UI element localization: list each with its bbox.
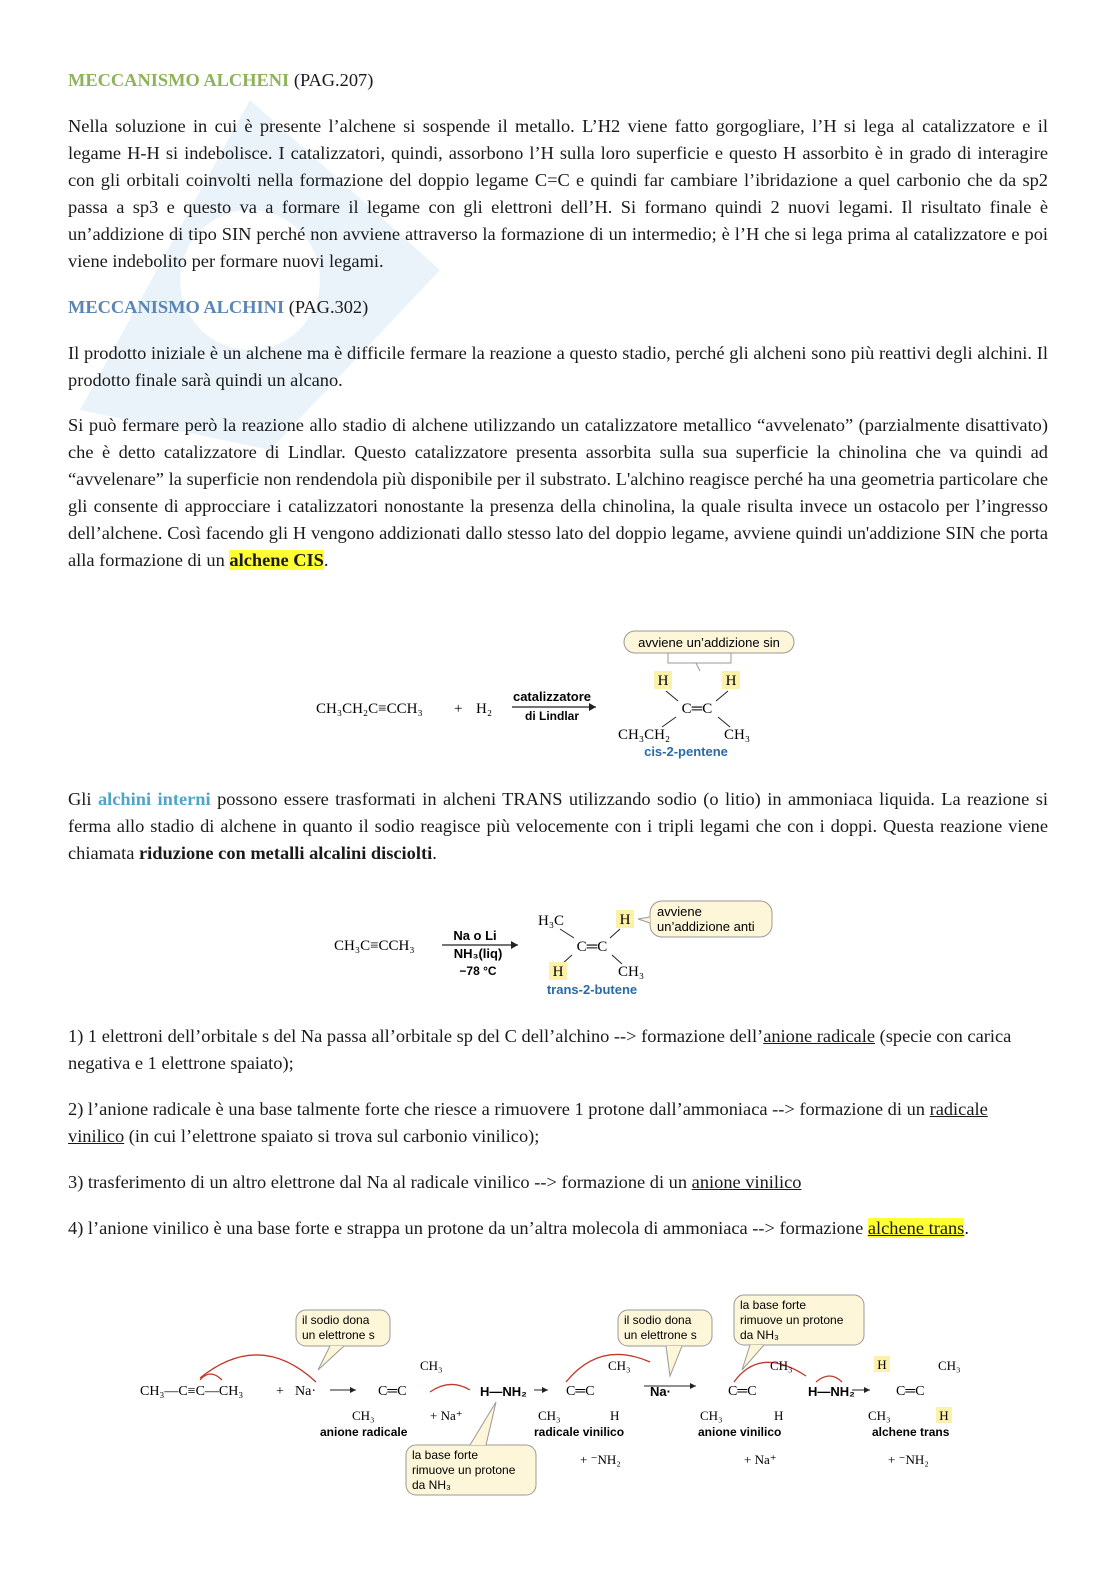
fig3-curved-arrow-3 (430, 1384, 470, 1392)
fig1-bubble-pointer (668, 653, 731, 671)
section-alchini-heading (68, 294, 1048, 321)
fig1-h-left: H (657, 673, 669, 689)
fig2-top-left: H₃C (538, 913, 565, 929)
fig2-bubble-line2: un’addizione anti (657, 919, 755, 934)
fig3-prod-plus-nh2: + ⁻NH₂ (888, 1452, 929, 1467)
step4-highlight: alchene trans (867, 1218, 965, 1238)
step3-term: anione vinilico (691, 1172, 802, 1192)
step2-text-b: (in cui l’elettrone spaiato si trova sul carbonio vinilico); (124, 1126, 540, 1146)
section3-intro: Gli (68, 789, 92, 809)
fig3-int1-cc: C═C (378, 1384, 407, 1399)
section-alchini-page-ref: (PAG.302) (288, 297, 369, 317)
section-alchini-title: MECCANISMO ALCHINI (68, 297, 285, 317)
fig3-prod-ch3-top: CH₃ (938, 1358, 961, 1373)
section-alcheni-page-ref: (PAG.207) (293, 70, 374, 90)
step1-term: anione radicale (763, 1026, 875, 1046)
fig3-bubble-4-l3: da NH₃ (740, 1328, 779, 1342)
fig3-arrow-1-head (350, 1387, 356, 1393)
fig2-h-top: H (619, 912, 631, 928)
fig3-bubble-2-pointer (470, 1402, 496, 1445)
fig3-prod-cc: C═C (896, 1384, 925, 1399)
fig3-int2-plus-nh2: + ⁻NH₂ (580, 1452, 621, 1467)
fig3-int3-h: H (774, 1408, 784, 1423)
riduzione-term: riduzione con metalli alcalini disciolti (138, 843, 433, 863)
fig2-arrow-bottom: −78 °C (459, 964, 497, 978)
figure-mechanism (130, 1290, 980, 1500)
alchene-cis-highlight: alchene CIS (229, 550, 324, 570)
fig3-arrow-3-head (690, 1383, 696, 1389)
fig1-plus: + (454, 701, 463, 717)
fig1-arrow-bottom: di Lindlar (525, 709, 579, 723)
fig2-bottom-right: CH₃ (618, 964, 645, 980)
fig2-arrow-mid: NH₃(liq) (453, 946, 503, 961)
section-alchini-paragraph-2 (68, 412, 1048, 574)
fig3-int2-cc: C═C (566, 1384, 595, 1399)
step-4 (68, 1215, 1048, 1242)
step4-end: . (964, 1218, 969, 1238)
fig1-arrow-top: catalizzatore (512, 689, 592, 704)
section-alcheni-paragraph: Nella soluzione in cui è presente l’alchene si sospende il metallo. L’H2 viene fatto gorgogliare, l’H si lega al catalizzatore e il legame H-H si indebolisce. I catalizzatori, quindi, assorbono l’H sulla loro superficie e questo H assorbito è in grado di interagire con gli orbitali coinvolti nella formazione del doppio legame C=C e quindi far cambiare l’ibridazione a quel carbonio che da sp2 passa a sp3 e questo va a formare il legame con gli elettroni dell’H. Si formano quindi 2 nuovi legami. Il risultato finale è un’addizione di tipo SIN perché non avviene attraverso la formazione di un intermedio; è l’H che si lega prima al catalizzatore e poi viene indebolito per formare nuovi legami. (68, 116, 1048, 271)
paragraph-2-end: . (323, 550, 329, 570)
fig3-bubble-1-l2: un elettrone s (302, 1328, 375, 1342)
section-alchini-paragraph-1: Il prodotto iniziale è un alchene ma è difficile fermare la reazione a questo stadio, perché gli alcheni sono più reattivi degli alchini. Il prodotto finale sarà quindi un alcano. (68, 343, 1048, 390)
alchini-interni-term: alchini interni (97, 789, 211, 809)
fig3-bubble-4-l2: rimuove un protone (740, 1313, 844, 1327)
fig2-bond-4 (612, 955, 622, 964)
fig3-int3-ch3-bottom: CH₃ (700, 1408, 723, 1423)
fig3-label-4: alchene trans (872, 1425, 950, 1439)
step2-text-a: 2) l’anione radicale è una base talmente forte che riesce a rimuovere 1 protone dall’ammoniaca --> formazione di un (68, 1099, 930, 1119)
fig1-bubble-text: avviene un’addizione sin (638, 635, 780, 650)
fig3-bubble-2-l1: la base forte (412, 1448, 479, 1462)
fig3-curved-arrow-2 (200, 1355, 316, 1382)
fig3-int2-ch3-top: CH₃ (608, 1358, 631, 1373)
figure-lindlar-reaction (300, 625, 820, 765)
figure-trans-reduction (320, 895, 790, 1005)
fig3-bubble-2-l2: rimuove un protone (412, 1463, 516, 1477)
fig3-label-3: anione vinilico (698, 1425, 782, 1439)
fig3-arrow-4-head (864, 1387, 870, 1393)
fig3-int1-plus-na: + Na⁺ (430, 1408, 463, 1423)
fig3-label-1: anione radicale (320, 1425, 408, 1439)
step-1 (68, 1023, 1048, 1077)
step4-text-a: 4) l’anione vinilico è una base forte e strappa un protone da un’altra molecola di ammoniaca --> formazione (68, 1218, 868, 1238)
fig3-bubble-4-l1: la base forte (740, 1298, 807, 1312)
step1-text-b: (specie con carica negativa e 1 elettrone spaiato); (68, 1026, 1012, 1073)
fig2-bond-2 (610, 929, 620, 938)
fig3-curved-arrow-6 (816, 1376, 842, 1382)
step-3 (68, 1169, 1048, 1196)
section3-text: possono essere trasformati in alcheni TRANS utilizzando sodio (o litio) in ammoniaca liquida. La reazione si ferma allo stadio di alchene in quanto il sodio reagisce più velocemente con i tripli legami che con i doppi. Questa reazione viene chiamata (68, 789, 1049, 863)
fig1-h-right: H (725, 673, 737, 689)
fig3-int2-ch3-bottom: CH₃ (538, 1408, 561, 1423)
fig3-na-2: Na· (650, 1384, 671, 1399)
fig3-arrow-2-head (542, 1387, 548, 1393)
fig2-arrow-head (511, 941, 518, 949)
fig3-bubble-1-pointer (318, 1346, 344, 1370)
step1-text-a: 1) 1 elettroni dell’orbitale s del Na passa all’orbitale sp del C dell’alchino --> formazione dell’ (68, 1026, 764, 1046)
fig3-bubble-2-l3: da NH₃ (412, 1478, 451, 1492)
section-alcheni-heading (68, 67, 1048, 94)
section-alcheni-title: MECCANISMO ALCHENI (68, 70, 290, 90)
fig3-label-2: radicale vinilico (534, 1425, 625, 1439)
fig3-nh2-reagent-2: H—NH₂ (808, 1384, 855, 1399)
fig2-bubble-pointer (638, 917, 650, 923)
fig3-prod-ch3-bottom: CH₃ (868, 1408, 891, 1423)
fig3-bubble-3-pointer (666, 1346, 682, 1376)
fig3-int1-ch3-bottom: CH₃ (352, 1408, 375, 1423)
fig1-bond-1 (666, 691, 678, 701)
fig3-bubble-3-l1: il sodio dona (624, 1313, 692, 1327)
fig1-sub-right: CH₃ (724, 727, 751, 743)
step3-text-a: 3) trasferimento di un altro elettrone dal Na al radicale vinilico --> formazione di un (68, 1172, 692, 1192)
fig3-int3-cc: C═C (728, 1384, 757, 1399)
fig2-double-bond: C═C (576, 939, 608, 955)
fig3-na: Na· (295, 1384, 316, 1399)
fig1-bond-3 (662, 717, 676, 727)
fig1-reactant: CH₃CH₂C≡CCH₃ (316, 701, 423, 717)
section-alchini-interni-paragraph (68, 786, 1048, 867)
fig3-nh2-reagent-1: H—NH₂ (480, 1384, 527, 1399)
fig2-bubble-line1: avviene (657, 904, 702, 919)
fig1-bond-2 (716, 691, 728, 701)
fig3-bubble-3-l2: un elettrone s (624, 1328, 697, 1342)
step-2 (68, 1096, 1048, 1150)
fig1-double-bond: C═C (681, 701, 713, 717)
fig1-arrow-head (589, 703, 596, 711)
fig2-product-name: trans-2-butene (546, 982, 638, 997)
fig3-int3-ch3-top: CH₃ (770, 1358, 793, 1373)
fig3-reactant: CH₃—C≡C—CH₃ (140, 1384, 244, 1399)
fig3-plus-1: + (276, 1384, 284, 1399)
fig3-bubble-1-l1: il sodio dona (302, 1313, 370, 1327)
section3-end: . (432, 843, 437, 863)
fig3-int1-ch3-top: CH₃ (420, 1358, 443, 1373)
fig3-int3-plus-na: + Na⁺ (744, 1452, 777, 1467)
fig1-sub-left: CH₃CH₂ (618, 727, 671, 743)
step2-term: radicale vinilico (68, 1099, 988, 1146)
fig1-h2: H₂ (476, 701, 493, 717)
fig2-reactant: CH₃C≡CCH₃ (334, 938, 415, 954)
fig1-bond-4 (718, 717, 730, 727)
fig2-arrow-top: Na o Li (453, 928, 497, 943)
fig2-h-bottom: H (552, 964, 564, 980)
fig3-int2-h: H (610, 1408, 620, 1423)
fig1-product-name: cis-2-pentene (644, 744, 728, 759)
fig3-prod-h-top: H (877, 1357, 887, 1372)
paragraph-2-text: Si può fermare però la reazione allo stadio di alchene utilizzando un catalizzatore metallico “avvelenato” (parzialmente disattivato) che è detto catalizzatore di Lindlar. Questo catalizzatore presenta assorbita sulla sua superficie la chinolina che va quindi ad “avvelenare” la superficie non rendendola più disponibile per il substrato. L'alchino reagisce perché ha una geometria particolare che gli consente di approcciare i catalizzatori nonostante la presenza della chinolina, la quale risulta invece un ostacolo per l’ingresso dell’alchene. Così facendo gli H vengono addizionati dallo stesso lato del doppio legame, avviene quindi un'addizione SIN che porta alla formazione di un (68, 415, 1048, 570)
fig2-bond-1 (560, 929, 574, 938)
fig3-prod-h-bottom: H (939, 1408, 949, 1423)
